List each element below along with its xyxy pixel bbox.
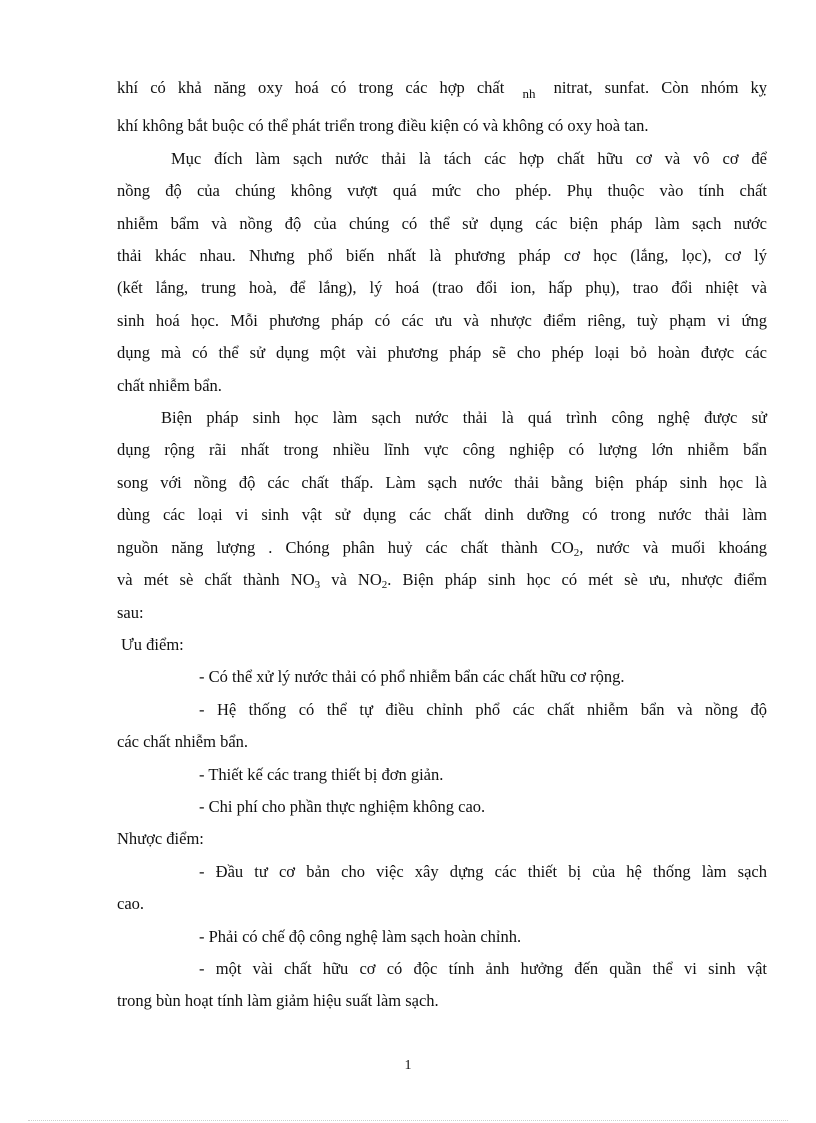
subscript-nh: nh bbox=[522, 86, 536, 101]
text-line: khí không bắt buộc có thể phát triển trong điều kiện có và không có oxy hoà tan. bbox=[117, 116, 649, 136]
advantage-item: - Có thể xử lý nước thải có phổ nhiễm bẩn các chất hữu cơ rộng. bbox=[199, 667, 625, 687]
text-line bbox=[117, 532, 767, 564]
advantage-item: - Chi phí cho phần thực nghiệm không cao. bbox=[199, 796, 486, 816]
text-line: nhiễm bẩm và nồng độ của chúng có thể sử dụng các biện pháp làm sạch nước bbox=[117, 213, 767, 233]
footer-divider bbox=[28, 1120, 788, 1121]
text-line bbox=[117, 564, 767, 596]
text-segment: và NO bbox=[320, 570, 382, 590]
page-number: 1 bbox=[404, 1058, 412, 1073]
text-line: dụng rộng rãi nhất trong nhiều lĩnh vực công nghiệp có lượng lớn nhiễm bẩn bbox=[117, 440, 767, 460]
paragraph-anaerobic bbox=[117, 72, 767, 143]
paragraph-purpose bbox=[117, 143, 767, 402]
text-line: - một vài chất hữu cơ có độc tính ảnh hưởng đến quần thể vi sinh vật bbox=[199, 958, 767, 978]
text-line: nồng độ của chúng không vượt quá mức cho phép. Phụ thuộc vào tính chất bbox=[117, 181, 767, 201]
text-line: - Đầu tư cơ bản cho việc xây dựng các thiết bị của hệ thống làm sạch bbox=[199, 861, 767, 881]
subscript: 2 bbox=[381, 579, 388, 592]
text-segment: , nước và muối khoáng bbox=[579, 537, 767, 557]
text-segment: nitrat, sunfat. Còn nhóm kỵ bbox=[553, 78, 768, 97]
text-line bbox=[117, 72, 767, 110]
advantages-heading: Ưu điểm: bbox=[121, 634, 184, 654]
document-body bbox=[117, 72, 767, 1018]
text-line: sinh hoá học. Mỗi phương pháp có các ưu và nhược điểm riêng, tuỳ phạm vi ứng bbox=[117, 310, 767, 330]
text-segment: nguồn năng lượng . Chóng phân huỷ các chất thành CO bbox=[117, 537, 574, 557]
text-line: các chất nhiễm bẩn. bbox=[117, 732, 249, 752]
paragraph-biological-method bbox=[117, 402, 767, 629]
text-line: thải khác nhau. Nhưng phổ biến nhất là phương pháp cơ học (lắng, lọc), cơ lý bbox=[117, 246, 767, 266]
disadvantages-heading: Nhược điểm: bbox=[117, 829, 204, 849]
text-line: Biện pháp sinh học làm sạch nước thải là quá trình công nghệ được sử bbox=[161, 408, 767, 428]
text-line: cao. bbox=[117, 894, 145, 914]
text-segment: khí có khả năng oxy hoá có trong các hợp chất bbox=[117, 78, 505, 97]
subscript: 2 bbox=[573, 546, 580, 559]
text-line: song với nồng độ các chất thấp. Làm sạch nước thải bằng biện pháp sinh học là bbox=[117, 472, 767, 492]
text-segment: và mét sè chất thành NO bbox=[117, 570, 315, 590]
disadvantage-item bbox=[117, 953, 767, 1018]
text-line: dụng mà có thể sử dụng một vài phương pháp sẽ cho phép loại bỏ hoàn được các bbox=[117, 343, 767, 363]
subscript: 3 bbox=[314, 579, 321, 592]
text-line: trong bùn hoạt tính làm giảm hiệu suất làm sạch. bbox=[117, 991, 439, 1011]
text-line: dùng các loại vi sinh vật sử dụng các chất dinh dưỡng có trong nước thải làm bbox=[117, 505, 767, 525]
text-line: sau: bbox=[117, 602, 144, 622]
advantage-item bbox=[117, 694, 767, 759]
text-segment: . Biện pháp sinh học có mét sè ưu, nhược điểm bbox=[387, 570, 767, 590]
text-line: (kết lắng, trung hoà, để lắng), lý hoá (trao đổi ion, hấp phụ), trao đổi nhiệt và bbox=[117, 278, 767, 298]
disadvantage-item: - Phải có chế độ công nghệ làm sạch hoàn chỉnh. bbox=[199, 926, 522, 946]
text-line: - Hệ thống có thể tự điều chỉnh phổ các chất nhiễm bẩn và nồng độ bbox=[199, 699, 767, 719]
text-line: Mục đích làm sạch nước thải là tách các hợp chất hữu cơ và vô cơ để bbox=[171, 148, 767, 168]
advantage-item: - Thiết kế các trang thiết bị đơn giản. bbox=[199, 764, 444, 784]
text-line: chất nhiễm bẩn. bbox=[117, 375, 222, 395]
disadvantage-item bbox=[117, 856, 767, 921]
